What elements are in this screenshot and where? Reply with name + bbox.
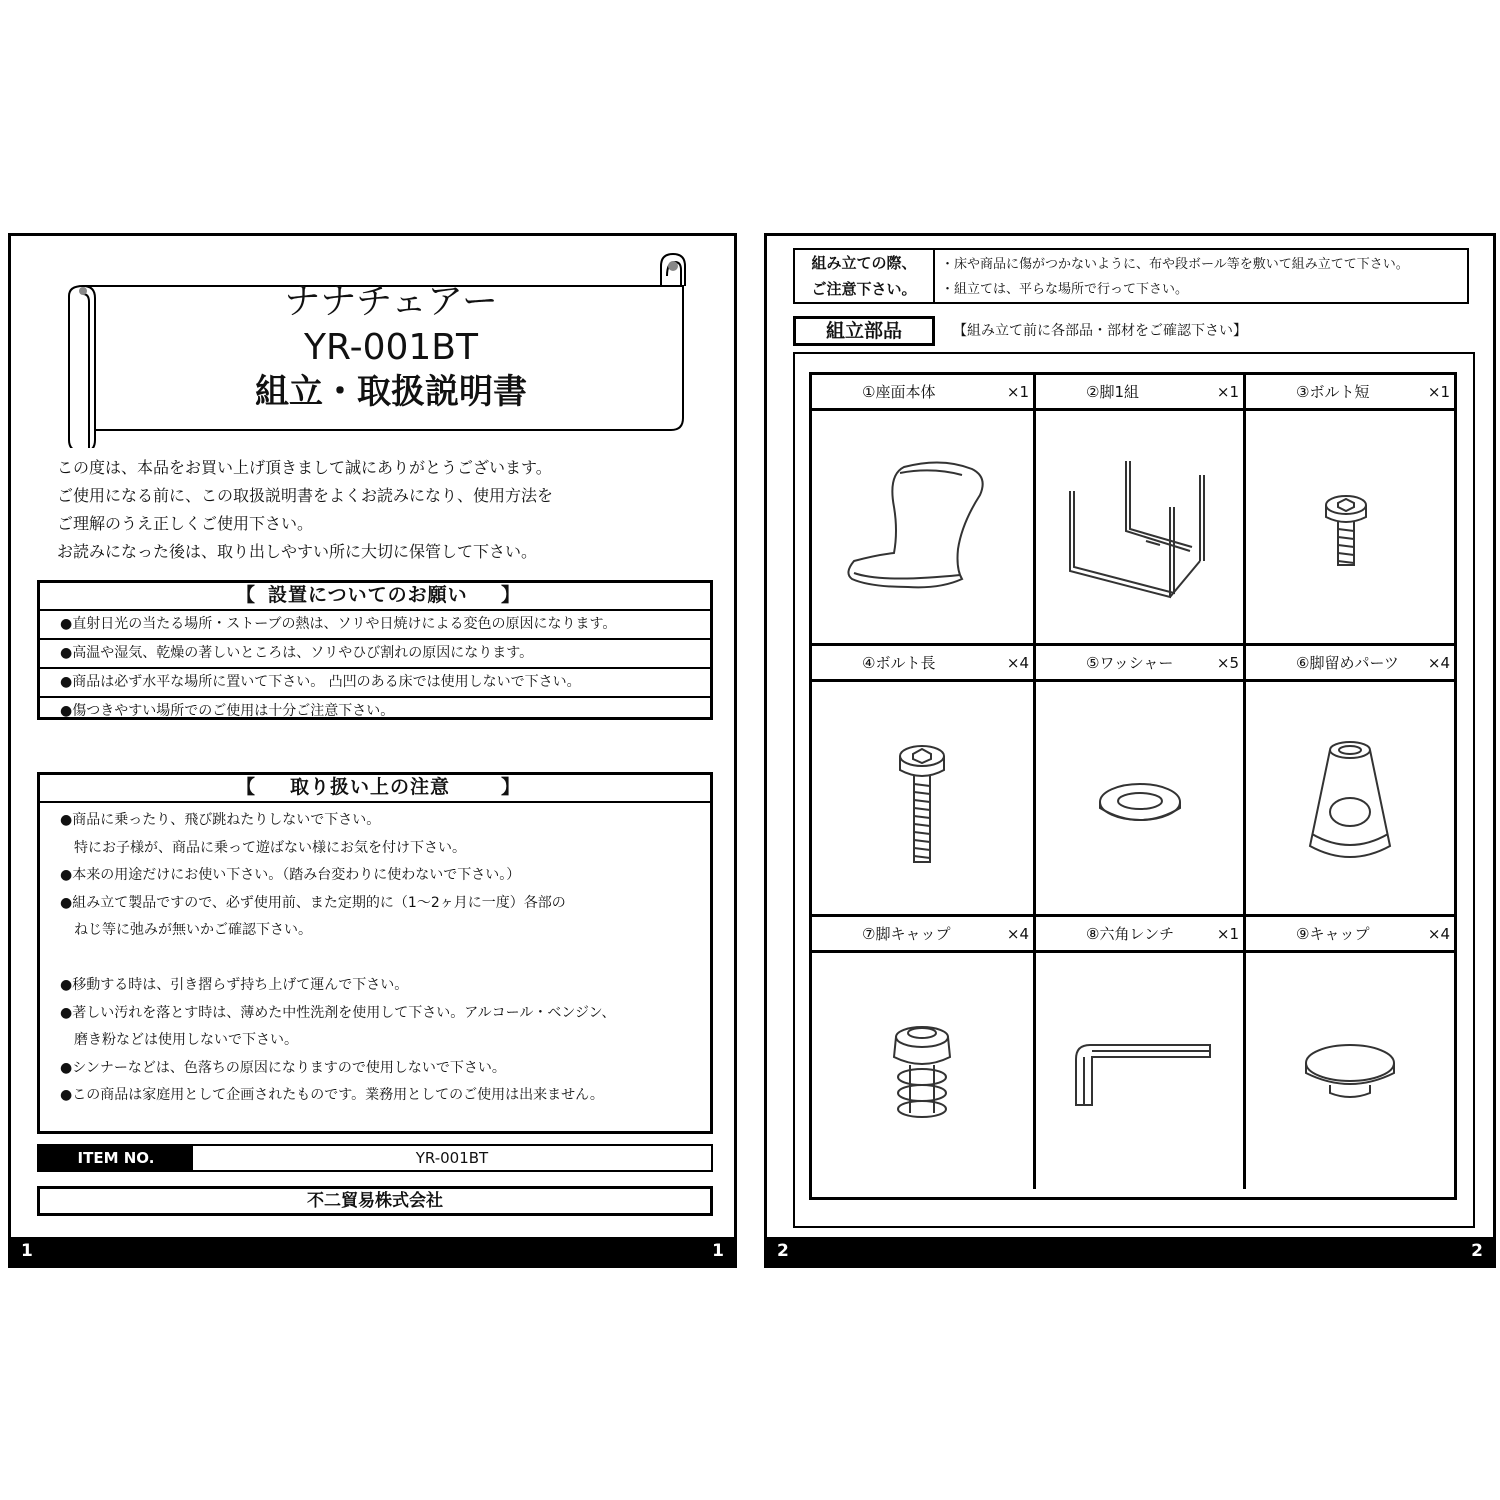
- part-header: ⑦脚キャップ ×4: [812, 917, 1036, 953]
- part-image-cell: [1246, 682, 1454, 917]
- part-image-cell: [1036, 682, 1246, 917]
- part-image-cell: [1036, 953, 1246, 1189]
- handling-line: 特にお子様が、商品に乗って遊ばない様にお気を付け下さい。: [74, 839, 466, 856]
- long-bolt-icon: [812, 682, 1032, 914]
- leg-frame-icon: [1036, 411, 1242, 643]
- part-header: ⑥脚留めパーツ ×4: [1246, 646, 1454, 682]
- part-header: ①座面本体 ×1: [812, 375, 1036, 411]
- item-number-label: ITEM NO.: [39, 1146, 193, 1170]
- handling-line: ●組み立て製品ですので、必ず使用前、また定期的に（1～2ヶ月に一度）各部の: [60, 894, 566, 911]
- intro-text: [57, 454, 553, 566]
- intro-line: お読みになった後は、取り出しやすい所に大切に保管して下さい。: [57, 542, 538, 561]
- handling-line: ●シンナーなどは、色落ちの原因になりますので使用しないで下さい。: [60, 1059, 506, 1076]
- parts-grid: [809, 372, 1457, 1200]
- leg-fixing-part-icon: [1246, 682, 1450, 914]
- parts-note: 【組み立て前に各部品・部材をご確認下さい】: [953, 323, 1247, 339]
- intro-line: ご理解のうえ正しくご使用下さい。: [57, 514, 314, 533]
- handling-line: ●本来の用途だけにお使い下さい。（踏み台変わりに使わないで下さい。）: [60, 867, 521, 883]
- manual-page-2: [764, 233, 1496, 1268]
- assembly-notice: [793, 248, 1469, 304]
- installation-item: ●商品は必ず水平な場所に置いて下さい。 凸凹のある床では使用しないで下さい。: [40, 669, 710, 698]
- handling-line: ●著しい汚れを落とす時は、薄めた中性洗剤を使用して下さい。アルコール・ベンジン、: [60, 1004, 616, 1021]
- manual-title: 組立・取扱説明書: [255, 372, 527, 412]
- washer-icon: [1036, 682, 1242, 914]
- part-header: ⑨キャップ ×4: [1246, 917, 1454, 953]
- notice-line: ・組立ては、平らな場所で行って下さい。: [941, 282, 1189, 297]
- part-header: ⑤ワッシャー ×5: [1036, 646, 1246, 682]
- seat-icon: [812, 411, 1032, 643]
- part-header: ⑧六角レンチ ×1: [1036, 917, 1246, 953]
- part-image-cell: [1246, 411, 1454, 646]
- handling-list: [40, 803, 710, 1110]
- page-footer: [11, 1237, 734, 1265]
- part-image-cell: [812, 682, 1036, 917]
- installation-item: ●高温や湿気、乾燥の著しいところは、ソリやひび割れの原因になります。: [40, 640, 710, 669]
- handling-line: ねじ等に弛みが無いかご確認下さい。: [74, 922, 312, 938]
- cap-icon: [1246, 953, 1450, 1186]
- notice-label: 組み立ての際、 ご注意下さい。: [795, 250, 935, 302]
- page-number-left: 1: [21, 1241, 33, 1261]
- handling-line: ●移動する時は、引き摺らず持ち上げて運んで下さい。: [60, 977, 409, 993]
- installation-heading: 【 設置についてのお願い 】: [40, 583, 710, 611]
- leg-cap-icon: [812, 953, 1032, 1186]
- parts-panel: [793, 352, 1475, 1228]
- handling-line: ●この商品は家庭用として企画されたものです。業務用としてのご使用は出来ません。: [60, 1087, 604, 1103]
- part-header: ②脚1組 ×1: [1036, 375, 1246, 411]
- part-header: ④ボルト長 ×4: [812, 646, 1036, 682]
- handling-spacer: [60, 945, 710, 973]
- company-name: 不二貿易株式会社: [37, 1186, 713, 1216]
- installation-item: ●直射日光の当たる場所・ストーブの熱は、ソリや日焼けによる変色の原因になります。: [40, 611, 710, 640]
- product-name: ナナチェアー: [284, 281, 498, 322]
- intro-line: ご使用になる前に、この取扱説明書をよくお読みになり、使用方法を: [57, 486, 554, 505]
- notice-line: ・床や商品に傷がつかないように、布や段ボール等を敷いて組み立てて下さい。: [941, 257, 1409, 272]
- installation-item: ●傷つきやすい場所でのご使用は十分ご注意下さい。: [60, 703, 395, 719]
- handling-heading: 【 取り扱い上の注意 】: [40, 775, 710, 803]
- installation-box: [37, 580, 713, 720]
- page-number-left: 2: [777, 1241, 789, 1261]
- part-image-cell: [1246, 953, 1454, 1189]
- part-image-cell: [812, 411, 1036, 646]
- page-number-right: 1: [712, 1241, 724, 1261]
- item-number-value: YR-001BT: [415, 1149, 489, 1167]
- page-footer: [767, 1237, 1493, 1265]
- part-image-cell: [1036, 411, 1246, 646]
- parts-tag: 組立部品: [793, 316, 935, 346]
- manual-page-1: [8, 233, 737, 1268]
- intro-line: この度は、本品をお買い上げ頂きまして誠にありがとうございます。: [57, 458, 552, 477]
- page-number-right: 2: [1471, 1241, 1483, 1261]
- short-bolt-icon: [1246, 411, 1450, 643]
- model-number: YR-001BT: [304, 327, 478, 368]
- item-number-bar: [37, 1144, 713, 1172]
- handling-box: [37, 772, 713, 1134]
- hex-wrench-icon: [1036, 953, 1242, 1186]
- handling-line: 磨き粉などは使用しないで下さい。: [74, 1032, 298, 1048]
- part-header: ③ボルト短 ×1: [1246, 375, 1454, 411]
- part-image-cell: [812, 953, 1036, 1189]
- handling-line: ●商品に乗ったり、飛び跳ねたりしないで下さい。: [60, 812, 381, 828]
- notice-lines: [941, 252, 1409, 302]
